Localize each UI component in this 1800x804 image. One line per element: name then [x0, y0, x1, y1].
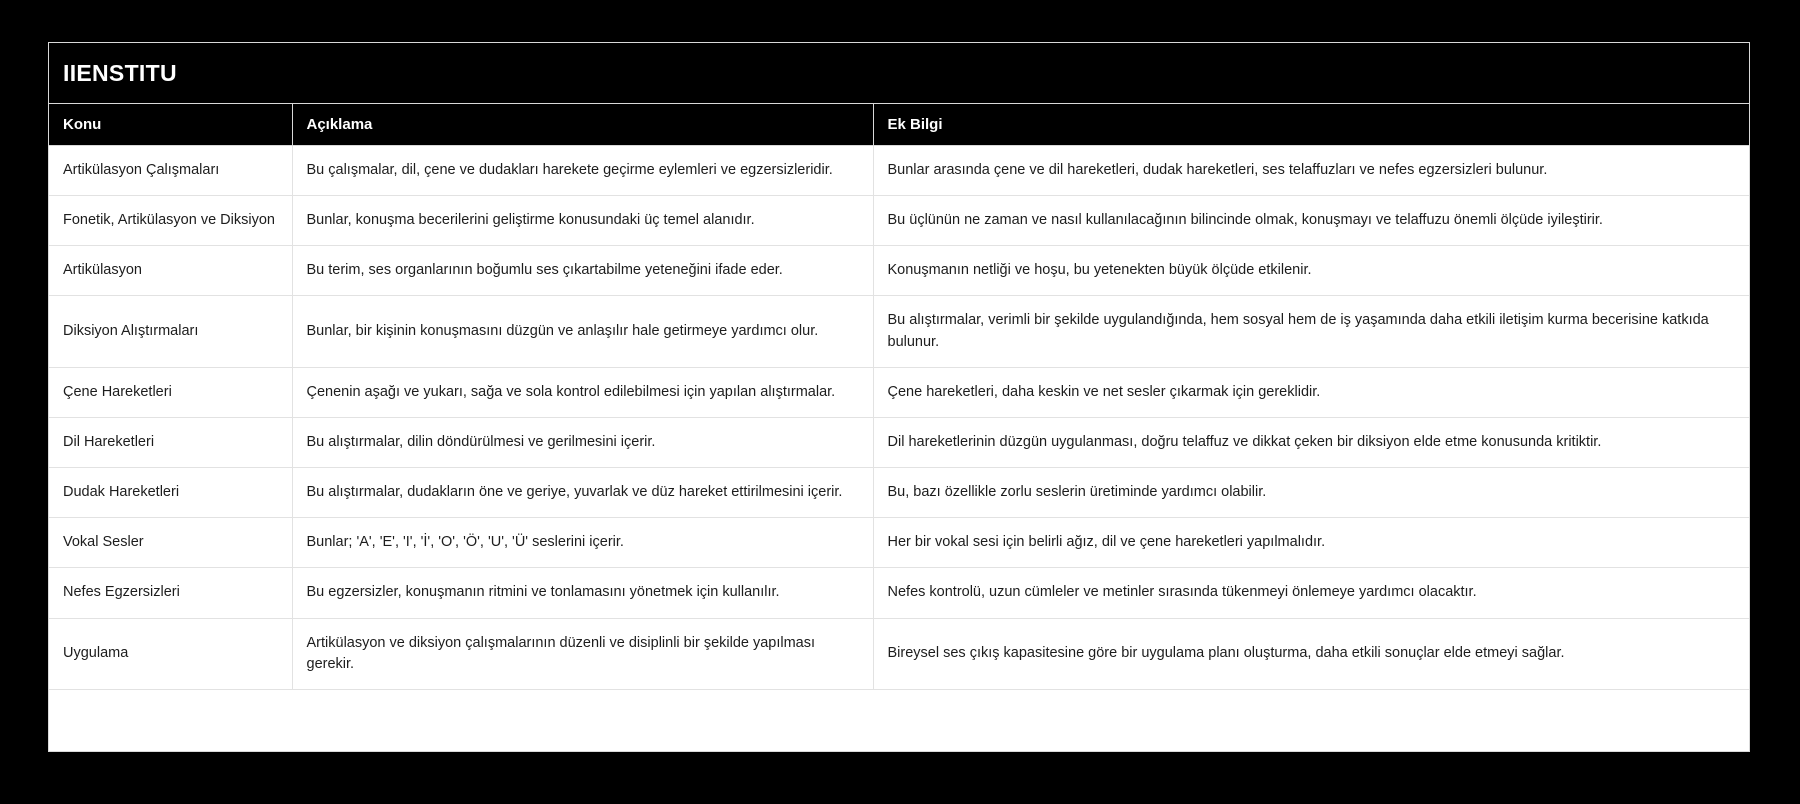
- cell-konu: Diksiyon Alıştırmaları: [49, 296, 292, 367]
- table-row: [49, 367, 1749, 417]
- cell-ek-bilgi: Nefes kontrolü, uzun cümleler ve metinler sırasında tükenmeyi önlemeye yardımcı olacaktır.: [873, 568, 1749, 618]
- cell-aciklama: Bu terim, ses organlarının boğumlu ses çıkartabilme yeteneğini ifade eder.: [292, 246, 873, 296]
- column-header-konu: Konu: [49, 104, 292, 146]
- column-header-ek-bilgi: Ek Bilgi: [873, 104, 1749, 146]
- cell-ek-bilgi: Dil hareketlerinin düzgün uygulanması, doğru telaffuz ve dikkat çeken bir diksiyon elde etme konusunda kritiktir.: [873, 417, 1749, 467]
- cell-ek-bilgi: Bu üçlünün ne zaman ve nasıl kullanılacağının bilincinde olmak, konuşmayı ve telaffuzu önemli ölçüde iyileştirir.: [873, 196, 1749, 246]
- brand-title-row: [49, 43, 1749, 104]
- cell-aciklama: Bu alıştırmalar, dudakların öne ve geriye, yuvarlak ve düz hareket ettirilmesini içerir.: [292, 468, 873, 518]
- table-row: [49, 568, 1749, 618]
- cell-aciklama: Bu çalışmalar, dil, çene ve dudakları harekete geçirme eylemleri ve egzersizleridir.: [292, 146, 873, 196]
- table-row: [49, 518, 1749, 568]
- cell-konu: Vokal Sesler: [49, 518, 292, 568]
- table-row: [49, 618, 1749, 689]
- cell-aciklama: Bunlar; 'A', 'E', 'I', 'İ', 'O', 'Ö', 'U', 'Ü' seslerini içerir.: [292, 518, 873, 568]
- cell-konu: Fonetik, Artikülasyon ve Diksiyon: [49, 196, 292, 246]
- cell-ek-bilgi: Konuşmanın netliği ve hoşu, bu yetenekten büyük ölçüde etkilenir.: [873, 246, 1749, 296]
- table-row: [49, 146, 1749, 196]
- cell-ek-bilgi: Çene hareketleri, daha keskin ve net sesler çıkarmak için gereklidir.: [873, 367, 1749, 417]
- column-header-row: [49, 104, 1749, 146]
- topics-table: [49, 43, 1749, 690]
- table-container: [48, 42, 1750, 752]
- cell-ek-bilgi: Bu alıştırmalar, verimli bir şekilde uygulandığında, hem sosyal hem de iş yaşamında daha etkili iletişim kurma becerisine katkıda bulunur.: [873, 296, 1749, 367]
- table-head: [49, 43, 1749, 146]
- cell-konu: Uygulama: [49, 618, 292, 689]
- cell-aciklama: Bu alıştırmalar, dilin döndürülmesi ve gerilmesini içerir.: [292, 417, 873, 467]
- cell-konu: Artikülasyon Çalışmaları: [49, 146, 292, 196]
- cell-aciklama: Bunlar, konuşma becerilerini geliştirme konusundaki üç temel alanıdır.: [292, 196, 873, 246]
- cell-konu: Artikülasyon: [49, 246, 292, 296]
- table-row: [49, 196, 1749, 246]
- cell-aciklama: Bunlar, bir kişinin konuşmasını düzgün ve anlaşılır hale getirmeye yardımcı olur.: [292, 296, 873, 367]
- cell-konu: Nefes Egzersizleri: [49, 568, 292, 618]
- cell-ek-bilgi: Her bir vokal sesi için belirli ağız, dil ve çene hareketleri yapılmalıdır.: [873, 518, 1749, 568]
- cell-konu: Çene Hareketleri: [49, 367, 292, 417]
- table-row: [49, 468, 1749, 518]
- cell-ek-bilgi: Bireysel ses çıkış kapasitesine göre bir uygulama planı oluşturma, daha etkili sonuçlar elde etmeyi sağlar.: [873, 618, 1749, 689]
- cell-aciklama: Bu egzersizler, konuşmanın ritmini ve tonlamasını yönetmek için kullanılır.: [292, 568, 873, 618]
- cell-ek-bilgi: Bunlar arasında çene ve dil hareketleri, dudak hareketleri, ses telaffuzları ve nefes egzersizleri bulunur.: [873, 146, 1749, 196]
- table-row: [49, 296, 1749, 367]
- table-row: [49, 417, 1749, 467]
- page-title: IIENSTITU: [49, 43, 1749, 104]
- table-row: [49, 246, 1749, 296]
- cell-ek-bilgi: Bu, bazı özellikle zorlu seslerin üretiminde yardımcı olabilir.: [873, 468, 1749, 518]
- cell-konu: Dil Hareketleri: [49, 417, 292, 467]
- table-body: [49, 146, 1749, 690]
- cell-aciklama: Artikülasyon ve diksiyon çalışmalarının düzenli ve disiplinli bir şekilde yapılması gerekir.: [292, 618, 873, 689]
- cell-aciklama: Çenenin aşağı ve yukarı, sağa ve sola kontrol edilebilmesi için yapılan alıştırmalar.: [292, 367, 873, 417]
- cell-konu: Dudak Hareketleri: [49, 468, 292, 518]
- column-header-aciklama: Açıklama: [292, 104, 873, 146]
